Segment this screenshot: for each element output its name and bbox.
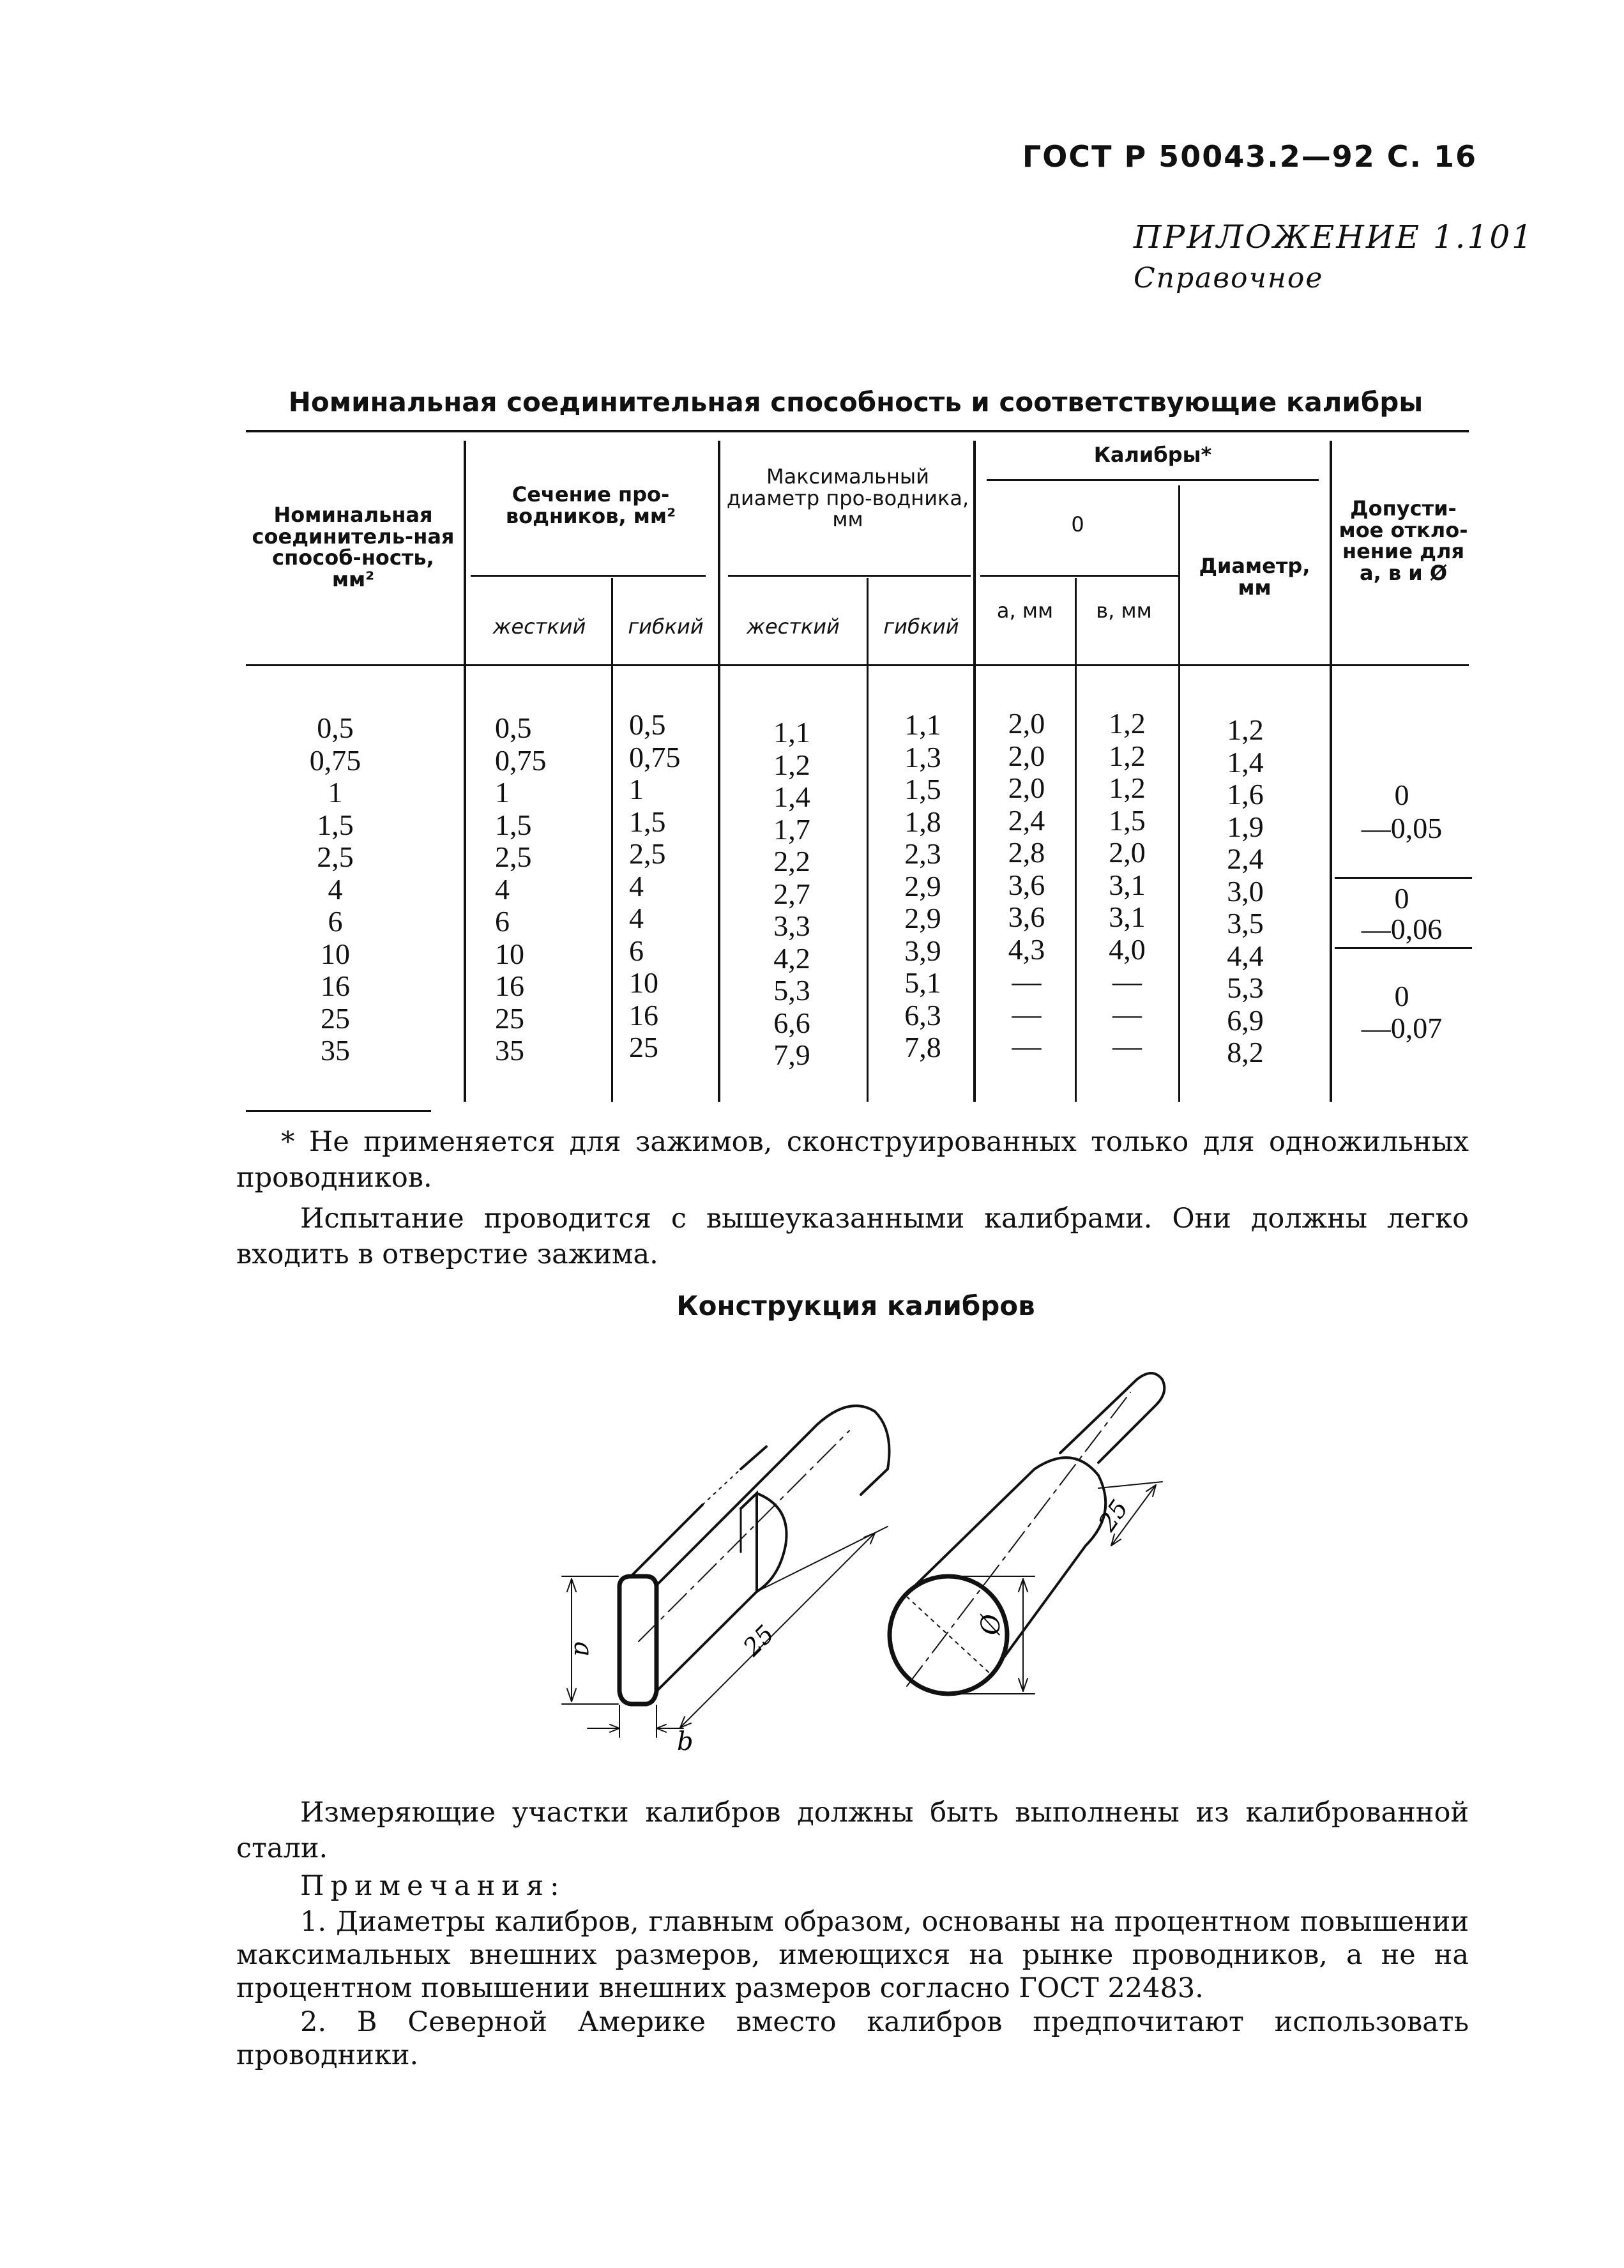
column-section-flexible xyxy=(629,709,712,1064)
tolerance-2-lower: —0,06 xyxy=(1361,913,1443,945)
tolerance-3-upper: 0 xyxy=(1394,980,1409,1012)
table-cell: 2,5 xyxy=(629,837,666,870)
column-diam-rigid xyxy=(750,717,833,1072)
material-text: Измеряющие участки калибров должны быть выполнены из калиброванной стали. xyxy=(236,1797,1469,1864)
table-cell: 2,5 xyxy=(317,841,354,873)
table-cell: 7,9 xyxy=(773,1039,810,1071)
gauge-figure xyxy=(549,1341,1188,1756)
notes-heading: Примечания: xyxy=(300,1870,566,1902)
table-cell: 1,5 xyxy=(317,808,354,841)
column-nominal xyxy=(268,712,402,1067)
table-cell: 6,9 xyxy=(1227,1003,1264,1037)
table-cell: — xyxy=(1112,997,1142,1030)
test-text: Испытание проводится с вышеуказанными калибрами. Они должны легко входить в отверстие зажима. xyxy=(236,1203,1469,1270)
table-cell: 1,2 xyxy=(773,748,810,781)
section-title: Конструкция калибров xyxy=(676,1290,1035,1321)
round-gauge-drawing xyxy=(890,1373,1164,1694)
table-cell: 3,1 xyxy=(1109,901,1146,933)
table-cell: 3,5 xyxy=(1227,907,1264,940)
table-cell: 1 xyxy=(328,776,343,809)
table-cell: 16 xyxy=(629,998,658,1031)
table-cell: 2,9 xyxy=(904,869,941,902)
footnote: * Не применяется для зажимов, сконструированных только для одножильных проводников. xyxy=(236,1126,1469,1194)
label-length-round: 25 xyxy=(1093,1495,1134,1537)
table-cell: — xyxy=(1012,997,1042,1030)
table-cell: 3,6 xyxy=(1008,868,1045,901)
table-title: Номинальная соединительная способность и соответствующие калибры xyxy=(288,386,1423,418)
table-cell: 5,3 xyxy=(773,974,810,1007)
table-cell: 1,5 xyxy=(629,805,666,838)
table-cell: 6,6 xyxy=(773,1006,810,1039)
header-diam-flexible: гибкий xyxy=(883,614,959,639)
table-cell: 7,8 xyxy=(904,1031,941,1063)
table-cell: 1,2 xyxy=(1227,713,1264,746)
column-diam-flexible xyxy=(878,709,968,1064)
table-cell: 10 xyxy=(629,966,658,999)
table-cell: 0,5 xyxy=(317,712,354,744)
table-cell: 1,1 xyxy=(904,708,941,741)
table-cell: 25 xyxy=(629,1031,658,1063)
table-cell: 0,5 xyxy=(629,708,666,741)
table-cell: 2,0 xyxy=(1008,772,1045,804)
header-max-diameter: Максимальный диаметр про-водника, мм xyxy=(726,464,969,532)
table-cell: 3,9 xyxy=(904,934,941,967)
note-2: 2. В Северной Америке вместо калибров предпочитают использовать проводники. xyxy=(236,2006,1469,2071)
table-cell: 2,0 xyxy=(1008,739,1045,772)
table-cell: 1,8 xyxy=(904,805,941,838)
flat-gauge-drawing xyxy=(562,1406,890,1737)
table-cell: 6 xyxy=(495,905,510,938)
table-cell: 1,7 xyxy=(773,812,810,846)
column-gauge-a xyxy=(980,708,1073,1063)
table-cell: 4 xyxy=(629,902,644,934)
table-cell: 6 xyxy=(629,934,644,967)
header-diam-rigid: жесткий xyxy=(747,614,840,639)
table-cell: 1,5 xyxy=(495,808,532,841)
table-cell: 1,9 xyxy=(1227,810,1264,843)
table-cell: 2,2 xyxy=(773,845,810,878)
table-cell: 1,5 xyxy=(1109,803,1146,837)
tolerance-1-upper: 0 xyxy=(1394,779,1409,811)
page-header: ГОСТ Р 50043.2—92 С. 16 xyxy=(1022,139,1477,174)
table-cell: 3,6 xyxy=(1008,901,1045,933)
table-cell: 6 xyxy=(328,905,343,938)
table-cell: 35 xyxy=(495,1034,524,1067)
table-cell: 0,5 xyxy=(495,712,532,744)
table-cell: 5,3 xyxy=(1227,971,1264,1004)
table-cell: — xyxy=(1012,965,1042,998)
table-cell: 3,3 xyxy=(773,909,810,942)
table-cell: 4,2 xyxy=(773,941,810,975)
label-b: b xyxy=(677,1727,694,1756)
table-cell: 1 xyxy=(495,776,510,809)
table-cell: 10 xyxy=(495,937,524,970)
table-cell: 4 xyxy=(495,872,510,906)
table-cell: 1,4 xyxy=(1227,745,1264,779)
tolerance-1-lower: —0,05 xyxy=(1361,812,1443,844)
label-diameter: Ø xyxy=(976,1614,1006,1635)
table-cell: 2,0 xyxy=(1109,836,1146,869)
table-cell: — xyxy=(1112,1030,1142,1062)
table-cell: 8,2 xyxy=(1227,1036,1264,1069)
note-1: 1. Диаметры калибров, главным образом, основаны на процентном повышении максимальных внешних размеров, имеющихся на рынке проводников, а не на процентном повышении внешних размеров согласно ГОСТ 22483. xyxy=(236,1906,1469,2004)
table-cell: 4 xyxy=(328,872,343,906)
table-cell: 1,5 xyxy=(904,773,941,805)
table-cell: 3,0 xyxy=(1227,874,1264,908)
table-cell: 1,2 xyxy=(1109,707,1146,740)
table-cell: 1,3 xyxy=(904,740,941,773)
table-cell: 0,75 xyxy=(495,743,547,777)
table-cell: 10 xyxy=(321,937,350,970)
table-cell: 2,7 xyxy=(773,877,810,910)
table-cell: 1,1 xyxy=(773,716,810,749)
table-cell: 5,1 xyxy=(904,966,941,999)
table-cell: 0,75 xyxy=(629,740,681,773)
header-gauge-b: в, мм xyxy=(1096,598,1152,623)
table-cell: 0,75 xyxy=(309,743,361,777)
header-diameter: Диаметр, мм xyxy=(1199,554,1310,600)
table-cell: 4 xyxy=(629,869,644,902)
table-cell: 25 xyxy=(321,1001,350,1035)
table-cell: 2,8 xyxy=(1008,836,1045,869)
table-cell: 1 xyxy=(629,773,644,805)
table-cell: 6,3 xyxy=(904,998,941,1031)
table-cell: 2,3 xyxy=(904,837,941,870)
table-cell: 1,4 xyxy=(773,780,810,813)
header-gauge-a: а, мм xyxy=(996,598,1054,623)
column-gauge-b xyxy=(1079,708,1175,1063)
table-cell: 2,4 xyxy=(1008,803,1045,837)
table-cell: 2,0 xyxy=(1008,707,1045,740)
table-cell: 25 xyxy=(495,1001,524,1035)
table-cell: 3,1 xyxy=(1109,868,1146,901)
appendix-title: ПРИЛОЖЕНИЕ 1.101 xyxy=(1134,218,1534,255)
header-nominal: Номинальная соединитель-ная способ-ность, мм² xyxy=(252,503,455,591)
column-section-rigid xyxy=(495,712,603,1067)
table-cell: 35 xyxy=(321,1034,350,1067)
table-cell: 16 xyxy=(495,970,524,1002)
header-tolerance: Допусти-мое откло-нение для а, в и Ø xyxy=(1339,496,1468,585)
table-cell: 16 xyxy=(321,970,350,1002)
table-cell: 4,0 xyxy=(1109,932,1146,966)
table-cell: 1,2 xyxy=(1109,739,1146,772)
label-length-flat: 25 xyxy=(738,1620,780,1662)
table-cell: 2,9 xyxy=(904,902,941,934)
table-cell: 1,2 xyxy=(1109,772,1146,804)
tolerance-2-upper: 0 xyxy=(1394,882,1409,915)
tolerance-3-lower: —0,07 xyxy=(1361,1012,1443,1044)
label-a: a xyxy=(568,1641,598,1657)
appendix-subtitle: Справочное xyxy=(1134,262,1324,294)
table-cell: 1,6 xyxy=(1227,778,1264,811)
table-cell: — xyxy=(1012,1030,1042,1062)
header-section-rigid: жесткий xyxy=(492,614,586,639)
header-gauge-zero: 0 xyxy=(1071,512,1084,537)
table-cell: 2,5 xyxy=(495,841,532,873)
header-section: Сечение про-водников, мм² xyxy=(505,482,676,528)
table-cell: 2,4 xyxy=(1227,842,1264,875)
header-section-flexible: гибкий xyxy=(628,614,704,639)
table-cell: 4,3 xyxy=(1008,932,1045,966)
header-gauges: Калибры* xyxy=(1093,443,1212,467)
table-cell: — xyxy=(1112,965,1142,998)
column-gauge-diameter xyxy=(1201,714,1290,1069)
table-cell: 4,4 xyxy=(1227,939,1264,972)
